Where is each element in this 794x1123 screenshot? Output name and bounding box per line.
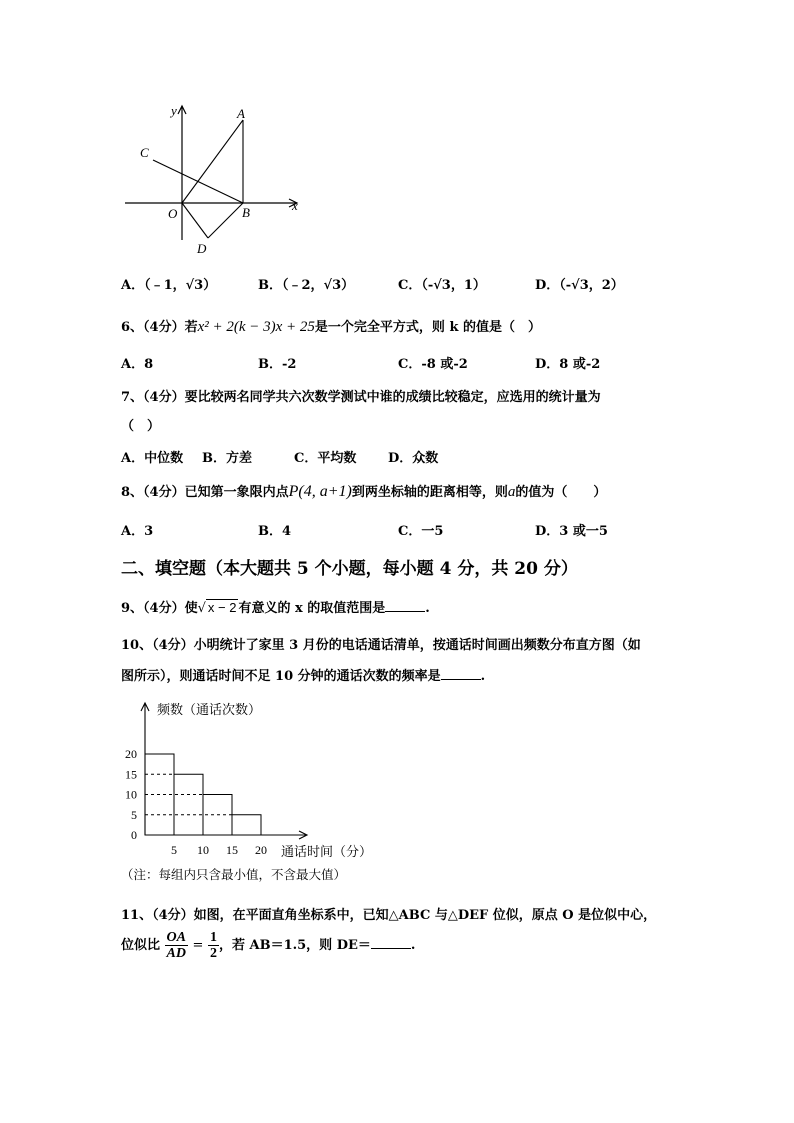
segment-OA: [182, 120, 243, 203]
q8-point: P(4, a+1): [288, 483, 352, 500]
q5-option-c: C．（-√3，1）: [398, 278, 486, 293]
q11-line1: 11、（4分）如图，在平面直角坐标系中，已知△ABC 与△DEF 位似，原点 O 是位似中心，: [121, 908, 657, 923]
q11-fraction-one-half: $\frac{1}{2}$: [209, 930, 217, 961]
q8-option-b: B．4: [258, 524, 292, 539]
q5-option-b: B．（﹣2，√3）: [258, 278, 355, 293]
y-tick-label: 0: [131, 828, 137, 842]
q10-line2-text: 图所示），则通话时间不足 10 分钟的通话次数的频率是: [121, 669, 441, 684]
q9-radicand: x − 2: [207, 600, 237, 615]
q6-option-a: A．8: [121, 357, 154, 372]
q9-answer-blank[interactable]: [385, 599, 425, 612]
y-tick-label: 10: [125, 787, 137, 802]
q5-option-a: A．（﹣1，√3）: [121, 278, 217, 293]
question-9: 9、（4分）使√ x − 2 有意义的 x 的取值范围是 .: [121, 600, 430, 616]
q8-option-c: C．一5: [398, 524, 444, 539]
label-A: A: [237, 106, 245, 121]
question-6: [121, 316, 541, 336]
label-x: x: [292, 198, 298, 213]
q6-option-d: D．8 或-2: [535, 357, 601, 372]
q10-answer-blank[interactable]: [441, 667, 481, 680]
q9-suffix: 有意义的 x 的取值范围是: [238, 601, 386, 616]
q5-option-d: D．（-√3，2）: [535, 278, 624, 293]
q7-option-d: D．众数: [388, 451, 439, 466]
y-axis-label: 频数（通话次数）: [157, 703, 262, 718]
y-tick-label: 20: [125, 747, 137, 761]
q6-prefix: 6、（4分）若: [121, 320, 198, 335]
segment-OD: [182, 203, 208, 238]
q11-answer-blank[interactable]: [371, 936, 411, 949]
q7-option-c: C．平均数: [294, 451, 357, 466]
q7-line2: （ ）: [121, 419, 161, 434]
q6-expression: x² + 2(k − 3)x + 25: [197, 319, 315, 335]
histogram-bar: [174, 774, 203, 835]
q6-suffix: 是一个完全平方式，则 k 的值是（ ）: [314, 320, 541, 335]
q11-suffix: ，若 AB＝1.5，则 DE＝: [218, 938, 371, 953]
q10-line1: 10、（4分）小明统计了家里 3 月份的电话通话清单，按通话时间画出频数分布直方图（如: [121, 638, 641, 653]
q8-var: a: [507, 484, 516, 500]
q11-fraction-oa-ad: $\frac{OA}{AD}$: [166, 930, 186, 961]
q9-prefix: 9、（4分）使: [121, 601, 198, 616]
q6-option-c: C．-8 或-2: [398, 357, 468, 372]
q7-line1: 7、（4分）要比较两名同学共六次数学测试中谁的成绩比较稳定，应选用的统计量为: [121, 390, 601, 405]
x-tick-label: 15: [226, 843, 238, 857]
coordinate-figure: [115, 100, 315, 260]
q11-line2: 位似比 $\frac{OA}{AD}$ = $\frac{1}{2}$ ，若 AB＝1.5，则 DE＝ .: [121, 930, 416, 961]
question-8: [121, 481, 606, 501]
q7-option-b: B．方差: [202, 451, 252, 466]
x-axis-label: 通话时间（分）: [281, 845, 373, 860]
q8-suffix: 的值为（ ）: [515, 485, 607, 500]
chart-note: （注：每组内只含最小值，不含最大值）: [121, 867, 347, 882]
q8-option-d: D．3 或一5: [535, 524, 608, 539]
y-tick-label: 15: [125, 767, 137, 782]
q11-ratio-label: 位似比: [121, 938, 161, 953]
segment-DB: [208, 203, 243, 238]
histogram-chart: [115, 695, 395, 890]
label-C: C: [140, 145, 149, 160]
q8-option-a: A．3: [121, 524, 154, 539]
q8-prefix: 8、（4分）已知第一象限内点: [121, 485, 289, 500]
x-tick-label: 10: [197, 843, 209, 857]
x-tick-label: 5: [171, 843, 177, 857]
section-2-title: 二、填空题（本大题共 5 个小题，每小题 4 分，共 20 分）: [121, 559, 578, 579]
q8-middle: 到两坐标轴的距离相等，则: [351, 485, 508, 500]
x-tick-label: 20: [255, 843, 267, 857]
y-tick-label: 5: [131, 807, 137, 822]
q7-option-a: A．中位数: [121, 451, 184, 466]
q10-line2: 图所示），则通话时间不足 10 分钟的通话次数的频率是 .: [121, 669, 486, 684]
q6-option-b: B．-2: [258, 357, 297, 372]
label-D: D: [197, 241, 207, 256]
label-y: y: [171, 103, 177, 118]
label-O: O: [168, 206, 178, 221]
segment-CB: [153, 160, 243, 203]
histogram-bar: [232, 815, 261, 835]
label-B: B: [242, 205, 250, 220]
